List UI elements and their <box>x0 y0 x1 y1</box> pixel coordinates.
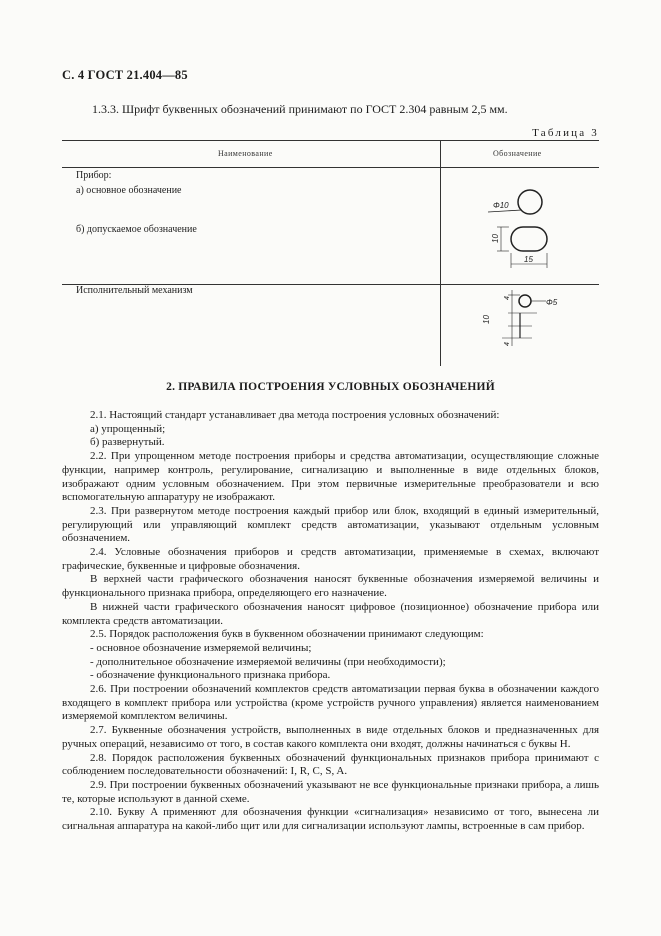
section-title: 2. ПРАВИЛА ПОСТРОЕНИЯ УСЛОВНЫХ ОБОЗНАЧЕНИЙ <box>166 381 495 393</box>
paragraph: В верхней части графического обозначения наносят буквенные обозначения измеряемой величины и функционального признака прибора, определяющего его назначение. <box>62 573 599 600</box>
column-header-name: Наименование <box>218 149 273 158</box>
paragraph: - обозначение функционального признака прибора. <box>90 669 331 682</box>
intro-paragraph: 1.3.3. Шрифт буквенных обозначений принимают по ГОСТ 2.304 равным 2,5 мм. <box>92 102 508 116</box>
row-actuator: Исполнительный механизм <box>76 285 193 296</box>
column-header-symbol: Обозначение <box>493 149 542 158</box>
paragraph: 2.4. Условные обозначения приборов и средств автоматизации, применяемые в схемах, включают графические, буквенные и цифровые обозначения. <box>62 546 599 572</box>
dim-phi10: Φ10 <box>493 201 509 210</box>
dim-ten: 10 <box>491 234 500 243</box>
symbol-table <box>62 140 599 366</box>
paragraph: б) развернутый. <box>90 436 165 449</box>
paragraph: В нижней части графического обозначения наносят цифровое (позиционное) обозначение прибора или комплекта средств автоматизации. <box>62 600 599 627</box>
paragraph: 2.5. Порядок расположения букв в буквенном обозначении принимают следующим: <box>90 628 484 641</box>
dim-four-top: 4 <box>504 296 511 300</box>
paragraph: - дополнительное обозначение измеряемой величины (при необходимости); <box>90 655 446 668</box>
page-header: С. 4 ГОСТ 21.404—85 <box>62 68 188 82</box>
paragraph: 2.2. При упрощенном методе построения приборы и средства автоматизации, осуществляющие сложные функции, например контроль, регулирование, сигнализацию и выполненные в виде отдельных блоков, изображают одним условным обозначением. При этом первичные измерительные преобразователи и всю вспомогательную аппаратуру не изображают. <box>62 450 599 504</box>
paragraph: а) упрощенный; <box>90 422 166 435</box>
stadium-symbol-alt <box>497 227 547 268</box>
paragraph: 2.10. Букву A применяют для обозначения функции «сигнализация» независимо от того, вынесена ли сигнальная аппаратура на какой-либо щит или для сигнализации используют лампы, встроенные в сам прибор. <box>62 806 599 833</box>
paragraph: - основное обозначение измеряемой величины; <box>90 641 312 654</box>
table-caption: Таблица 3 <box>532 127 599 139</box>
paragraph: 2.6. При построении обозначений комплектов средств автоматизации первая буква в обозначении каждого входящего в комплект прибора или устройства (кроме устройств ручного управления) является наименованием измеряемой комплектом величины. <box>62 683 599 723</box>
body-text <box>62 409 599 834</box>
dim-ten-actuator: 10 <box>482 315 491 324</box>
paragraph: 2.3. При развернутом методе построения каждый прибор или блок, входящий в единый измерительный, регулирующий или управляющий комплект средств автоматизации, указывают отдельным условным обозначением. <box>62 504 599 545</box>
paragraph: 2.1. Настоящий стандарт устанавливает два метода построения условных обозначений: <box>90 409 500 421</box>
dim-fifteen: 15 <box>524 255 533 264</box>
row-device-main: а) основное обозначение <box>76 185 182 196</box>
paragraph: 2.9. При построении буквенных обозначений указывают не все функциональные признаки прибора, а лишь те, которые используют в данной схеме. <box>62 778 599 805</box>
paragraph: 2.8. Порядок расположения буквенных обозначений функциональных признаков прибора принимают с соблюдением последовательности обозначений: I, R, C, S, A. <box>62 751 599 778</box>
dim-phi5: Φ5 <box>546 298 558 307</box>
symbol-drawings <box>62 140 599 366</box>
dim-four-bottom: 4 <box>504 342 511 346</box>
paragraph: 2.7. Буквенные обозначения устройств, выполненных в виде отдельных блоков и предназначенных для ручных операций, независимо от того, в состав какого комплекта они входят, должны начинаться с буквы H. <box>62 724 599 750</box>
row-device-title: Прибор: <box>76 170 112 181</box>
row-device-alt: б) допускаемое обозначение <box>76 224 197 235</box>
